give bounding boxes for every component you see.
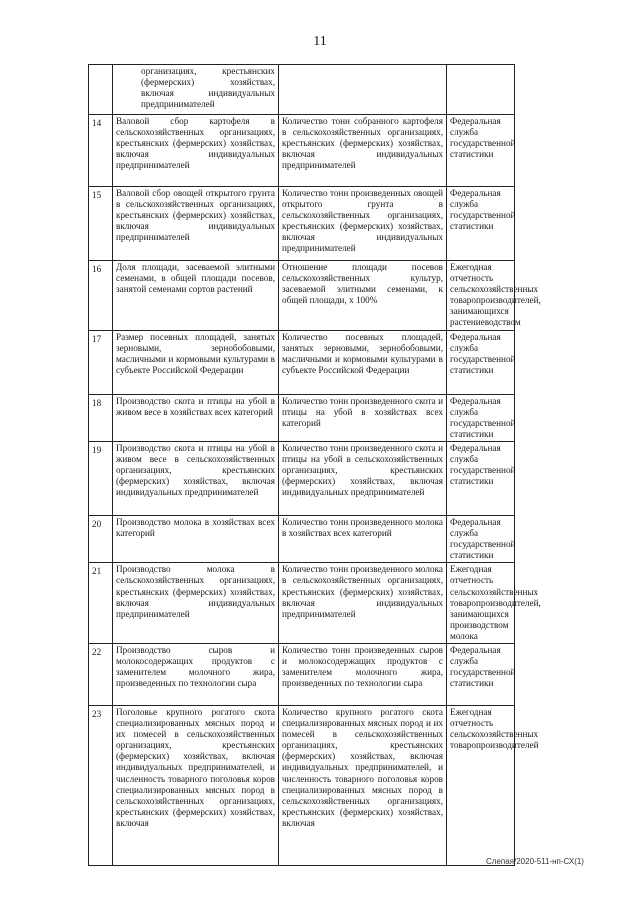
indicator-name: организациях, крестьянских (фермерских) хозяйствах, включая индивидуальных предпринимателей	[113, 65, 279, 115]
table-row	[89, 330, 515, 394]
data-source: Федеральная служба государственной статистики	[447, 441, 515, 515]
data-source: Федеральная служба государственной статистики	[447, 515, 515, 562]
indicator-measure: Количество тонн произведенного молока в сельскохозяйственных организациях, крестьянских (фермерских) хозяйствах, включая индивидуальных предпринимателей	[279, 563, 447, 644]
indicator-name: Размер посевных площадей, занятых зерновыми, зернобобовыми, масличными и кормовыми культурами в субъекте Российской Федерации	[113, 330, 279, 394]
row-number: 20	[89, 515, 113, 562]
row-number: 14	[89, 115, 113, 187]
data-source: Федеральная служба государственной статистики	[447, 330, 515, 394]
table-row	[89, 187, 515, 261]
indicator-measure	[279, 65, 447, 115]
row-number: 15	[89, 187, 113, 261]
row-number	[89, 65, 113, 115]
table-row	[89, 643, 515, 705]
indicator-name: Производство скота и птицы на убой в живом весе в сельскохозяйственных организациях, крестьянских (фермерских) хозяйствах, включая индивидуальных предпринимателей	[113, 441, 279, 515]
indicator-name: Доля площади, засеваемой элитными семенами, в общей площади посевов, занятой семенами сортов растений	[113, 261, 279, 331]
table-row	[89, 705, 515, 865]
table-row	[89, 563, 515, 644]
indicator-measure: Количество тонн произведенного скота и птицы на убой в хозяйствах всех категорий	[279, 394, 447, 441]
row-number: 21	[89, 563, 113, 644]
row-number: 22	[89, 643, 113, 705]
indicator-measure: Количество посевных площадей, занятых зерновыми, зернобобовыми, масличными и кормовыми культурами в субъекте Российской Федерации	[279, 330, 447, 394]
indicator-measure: Количество тонн произведенных овощей открытого грунта в сельскохозяйственных организациях, крестьянских (фермерских) хозяйствах, включая индивидуальных предпринимателей	[279, 187, 447, 261]
row-number: 18	[89, 394, 113, 441]
indicator-name: Производство молока в сельскохозяйственных организациях, крестьянских (фермерских) хозяйствах, включая индивидуальных предпринимателей	[113, 563, 279, 644]
indicator-name: Валовой сбор овощей открытого грунта в сельскохозяйственных организациях, крестьянских (фермерских) хозяйствах, включая индивидуальных предпринимателей	[113, 187, 279, 261]
indicator-name: Поголовье крупного рогатого скота специализированных мясных пород и их помесей в сельскохозяйственных организациях, крестьянских (фермерских) хозяйствах, включая индивидуальных предпринимателей, и численность товарного поголовья коров специализированных мясных пород в сельскохозяйственных организациях, крестьянских (фермерских) хозяйствах, включая	[113, 705, 279, 865]
indicator-measure: Количество тонн собранного картофеля в сельскохозяйственных организациях, крестьянских (фермерских) хозяйствах, включая индивидуальных предпринимателей	[279, 115, 447, 187]
data-source: Ежегодная отчетность сельскохозяйственных товаропроизводителей	[447, 705, 515, 865]
table-row	[89, 441, 515, 515]
data-source: Федеральная служба государственной статистики	[447, 394, 515, 441]
indicator-name: Производство скота и птицы на убой в живом весе в хозяйствах всех категорий	[113, 394, 279, 441]
indicator-measure: Количество крупного рогатого скота специализированных мясных пород и их помесей в сельскохозяйственных организациях, крестьянских (фермерских) хозяйствах, включая индивидуальных предпринимателей, и численность товарного поголовья коров специализированных мясных пород в сельскохозяйственных организациях, крестьянских (фермерских) хозяйствах, включая	[279, 705, 447, 865]
indicator-name: Валовой сбор картофеля в сельскохозяйственных организациях, крестьянских (фермерских) хозяйствах, включая индивидуальных предпринимателей	[113, 115, 279, 187]
indicator-name: Производство сыров и молокосодержащих продуктов с заменителем молочного жира, произведенных по технологии сыра	[113, 643, 279, 705]
row-number: 23	[89, 705, 113, 865]
data-source: Ежегодная отчетность сельскохозяйственных товаропроизводителей, занимающихся производством молока	[447, 563, 515, 644]
table-row	[89, 115, 515, 187]
table-row	[89, 65, 515, 115]
data-source: Федеральная служба государственной статистики	[447, 115, 515, 187]
data-source: Федеральная служба государственной статистики	[447, 187, 515, 261]
table-row	[89, 261, 515, 331]
data-source: Ежегодная отчетность сельскохозяйственных товаропроизводителей, занимающихся растениеводством	[447, 261, 515, 331]
indicator-measure: Отношение площади посевов сельскохозяйственных культур, засеваемой элитными семенами, к общей площади, x 100%	[279, 261, 447, 331]
indicator-measure: Количество тонн произведенных сыров и молокосодержащих продуктов с заменителем молочного жира, произведенных по технологии сыра	[279, 643, 447, 705]
indicator-name: Производство молока в хозяйствах всех категорий	[113, 515, 279, 562]
row-number: 17	[89, 330, 113, 394]
table-row	[89, 394, 515, 441]
data-source	[447, 65, 515, 115]
data-source: Федеральная служба государственной статистики	[447, 643, 515, 705]
page-number: 11	[313, 34, 327, 49]
indicator-measure: Количество тонн произведенного молока в хозяйствах всех категорий	[279, 515, 447, 562]
indicator-measure: Количество тонн произведенного скота и птицы на убой в сельскохозяйственных организациях, крестьянских (фермерских) хозяйствах, включая индивидуальных предпринимателей	[279, 441, 447, 515]
document-code: Слепая/2020-511-нп-СХ(1)	[486, 857, 584, 866]
table-row	[89, 515, 515, 562]
row-number: 16	[89, 261, 113, 331]
row-number: 19	[89, 441, 113, 515]
